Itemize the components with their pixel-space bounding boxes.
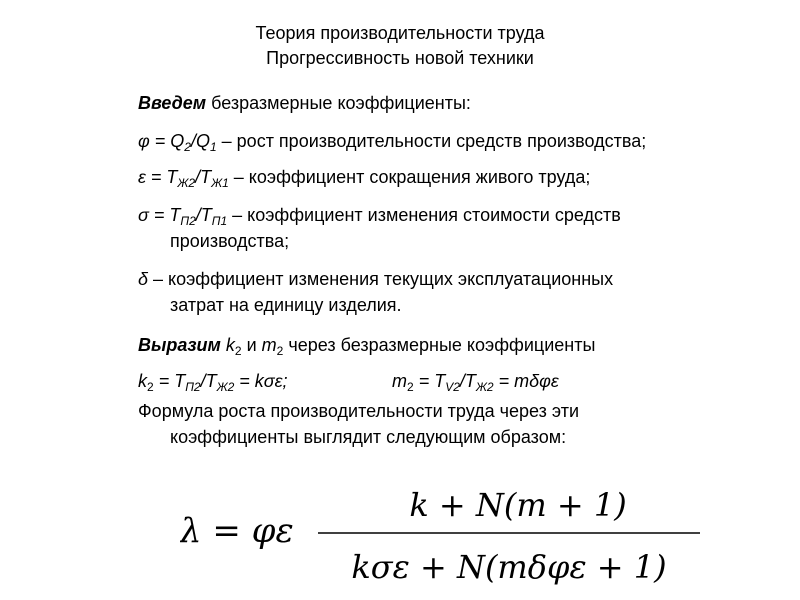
m2-eq: = T [413, 371, 446, 391]
intro-rest: безразмерные коэффициенты: [206, 93, 471, 113]
express-rest: через безразмерные коэффициенты [283, 335, 596, 355]
m2-sub-b: Ж2 [475, 380, 494, 394]
epsilon-description: – коэффициент сокращения живого труда; [228, 167, 591, 187]
formula-intro-line-2: коэффициенты выглядит следующим образом: [170, 427, 567, 447]
express-k: k [220, 335, 235, 355]
k2-symbol: k [138, 371, 147, 391]
k2-sub: 2 [147, 380, 154, 394]
sigma-symbol: σ = T [138, 205, 181, 225]
phi-description: – рост производительности средств производства; [216, 131, 647, 151]
m2-result: = mδφε [493, 371, 559, 391]
m2-relation [392, 370, 559, 393]
productivity-formula [180, 478, 740, 588]
slide-title-line-1: Теория производительности труда [255, 23, 545, 43]
delta-description: – коэффициент изменения текущих эксплуатационных [148, 269, 614, 289]
delta-symbol: δ [138, 269, 149, 289]
k2-sub-b: Ж2 [216, 380, 235, 394]
epsilon-symbol: ε = T [138, 167, 178, 187]
k2-eq: = T [153, 371, 186, 391]
k2-relation [138, 370, 288, 393]
phi-symbol: φ = Q [138, 131, 185, 151]
sigma-sub-1: П2 [180, 214, 196, 228]
intro-bold-word: Введем [138, 93, 207, 113]
intro-line [138, 92, 471, 115]
phi-sub-1: 2 [184, 140, 191, 154]
sigma-description: – коэффициент изменения стоимости средств [227, 205, 621, 225]
sigma-mid: /T [195, 205, 212, 225]
express-m-sub: 2 [276, 344, 284, 358]
formula-lhs: λ = φε [180, 511, 294, 551]
epsilon-sub-2: Ж1 [211, 176, 229, 190]
express-and: и [241, 335, 262, 355]
phi-sub-2: 1 [209, 140, 217, 154]
sigma-line [138, 204, 621, 227]
sigma-continuation: производства; [170, 231, 290, 251]
m2-sub-a: V2 [445, 380, 460, 394]
epsilon-line [138, 166, 590, 189]
epsilon-mid: /T [195, 167, 212, 187]
express-m: m [261, 335, 277, 355]
sigma-sub-2: П1 [211, 214, 228, 228]
phi-line [138, 130, 646, 153]
delta-line [138, 268, 613, 291]
m2-sub: 2 [407, 380, 414, 394]
express-k-sub: 2 [234, 344, 242, 358]
slide-title-line-2: Прогрессивность новой техники [266, 48, 534, 68]
express-line [138, 334, 595, 357]
express-bold-word: Выразим [138, 335, 221, 355]
epsilon-sub-1: Ж2 [177, 176, 196, 190]
formula-intro-line-1: Формула роста производительности труда через эти [138, 401, 579, 421]
k2-mid: /T [200, 371, 217, 391]
m2-symbol: m [392, 371, 407, 391]
k2-result: = kσε; [234, 371, 288, 391]
formula-numerator: k + N(m + 1) [409, 486, 627, 524]
k2-sub-a: П2 [185, 380, 201, 394]
formula-denominator: kσε + N(mδφε + 1) [351, 548, 667, 586]
phi-mid: /Q [190, 131, 210, 151]
m2-mid: /T [459, 371, 476, 391]
delta-continuation: затрат на единицу изделия. [170, 295, 402, 315]
